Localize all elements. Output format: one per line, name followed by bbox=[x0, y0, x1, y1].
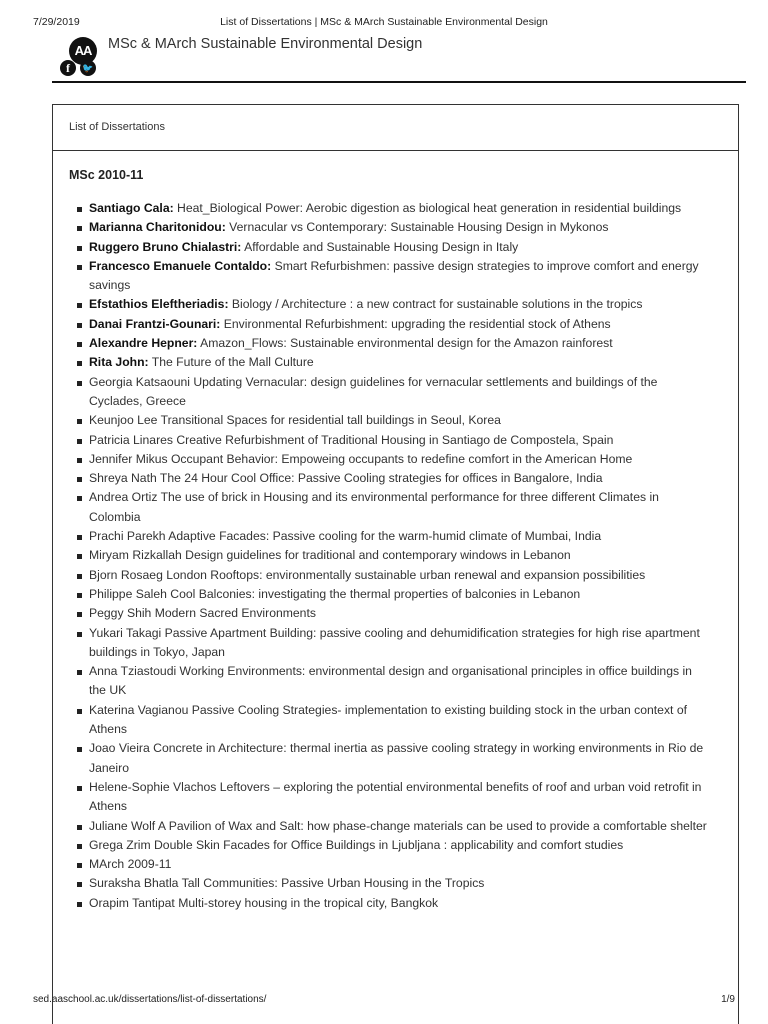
dissertation-item bbox=[89, 199, 708, 218]
dissertation-item bbox=[89, 739, 708, 778]
bullet-icon bbox=[77, 612, 82, 617]
bullet-icon bbox=[77, 419, 82, 424]
dissertation-title: Philippe Saleh Cool Balconies: investigating the thermal properties of balconies in Lebanon bbox=[89, 586, 581, 601]
dissertation-title: Biology / Architecture : a new contract for sustainable solutions in the tropics bbox=[228, 297, 643, 312]
dissertation-title: Prachi Parekh Adaptive Facades: Passive cooling for the warm-humid climate of Mumbai, India bbox=[89, 529, 602, 544]
dissertation-author: Rita John: bbox=[89, 355, 149, 370]
bullet-icon bbox=[77, 825, 82, 830]
bullet-icon bbox=[77, 323, 82, 328]
bullet-icon bbox=[77, 844, 82, 849]
bullet-icon bbox=[77, 265, 82, 270]
dissertation-title: Heat_Biological Power: Aerobic digestion as biological heat generation in residential buildings bbox=[173, 201, 682, 215]
dissertation-item bbox=[89, 488, 708, 527]
bullet-icon bbox=[77, 303, 82, 308]
dissertation-item bbox=[89, 874, 708, 893]
dissertation-author: Francesco Emanuele Contaldo: bbox=[89, 258, 272, 273]
twitter-icon[interactable]: 🐦 bbox=[80, 60, 96, 76]
dissertation-title: Yukari Takagi Passive Apartment Building: passive cooling and dehumidification strategies for high rise apartment buildings in Tokyo, Japan bbox=[89, 625, 700, 659]
dissertation-title: Helene-Sophie Vlachos Leftovers – exploring the potential environmental benefits of roof and urban void retrofit in Athens bbox=[89, 779, 702, 814]
dissertation-title: Smart Refurbishmen: passive design strategies to improve comfort and energy savings bbox=[89, 258, 699, 293]
dissertation-title: Jennifer Mikus Occupant Behavior: Empoweing occupants to redefine comfort in the American Home bbox=[89, 451, 633, 466]
bullet-icon bbox=[77, 439, 82, 444]
dissertation-item bbox=[89, 894, 708, 913]
dissertation-item bbox=[89, 315, 708, 334]
dissertation-item bbox=[89, 855, 708, 874]
dissertation-author: Alexandre Hepner: bbox=[89, 336, 198, 351]
print-footer bbox=[0, 994, 768, 1008]
dissertation-item bbox=[89, 431, 708, 450]
dissertation-item bbox=[89, 585, 708, 604]
dissertation-author: Marianna Charitonidou: bbox=[89, 220, 226, 235]
bullet-icon bbox=[77, 863, 82, 868]
print-header bbox=[0, 16, 768, 32]
bullet-icon bbox=[77, 361, 82, 366]
dissertation-title: Suraksha Bhatla Tall Communities: Passive Urban Housing in the Tropics bbox=[89, 876, 485, 891]
dissertation-title: Juliane Wolf A Pavilion of Wax and Salt: how phase-change materials can be used to provide a comfortable shelter bbox=[89, 818, 707, 833]
bullet-icon bbox=[77, 670, 82, 675]
bullet-icon bbox=[77, 246, 82, 251]
dissertation-item bbox=[89, 334, 708, 353]
bullet-icon bbox=[77, 496, 82, 501]
dissertation-title: Affordable and Sustainable Housing Design in Italy bbox=[241, 239, 519, 254]
bullet-icon bbox=[77, 477, 82, 482]
dissertation-title: Joao Vieira Concrete in Architecture: thermal inertia as passive cooling strategy in working environments in Rio de Janeiro bbox=[89, 741, 704, 775]
bullet-icon bbox=[77, 593, 82, 598]
bullet-icon bbox=[77, 902, 82, 907]
bullet-icon bbox=[77, 226, 82, 231]
content-box bbox=[52, 104, 739, 1024]
site-header bbox=[52, 36, 746, 83]
dissertation-item bbox=[89, 836, 708, 855]
dissertation-title: Katerina Vagianou Passive Cooling Strategies- implementation to existing building stock in the urban context of Athens bbox=[89, 702, 687, 737]
print-url: sed.aaschool.ac.uk/dissertations/list-of-dissertations/ bbox=[33, 994, 267, 1005]
dissertation-item bbox=[89, 604, 708, 623]
dissertation-title: Shreya Nath The 24 Hour Cool Office: Passive Cooling strategies for offices in Bangalore, India bbox=[89, 471, 603, 486]
dissertation-title: Environmental Refurbishment: upgrading the residential stock of Athens bbox=[220, 316, 611, 331]
bullet-icon bbox=[77, 554, 82, 559]
bullet-icon bbox=[77, 632, 82, 637]
dissertation-title: MArch 2009-11 bbox=[89, 857, 172, 872]
bullet-icon bbox=[77, 709, 82, 714]
dissertation-item bbox=[89, 411, 708, 430]
dissertation-item bbox=[89, 701, 708, 740]
dissertation-item bbox=[89, 546, 708, 565]
bullet-icon bbox=[77, 786, 82, 791]
dissertation-item bbox=[89, 527, 708, 546]
section-title: MSc 2010-11 bbox=[69, 168, 144, 182]
dissertation-item bbox=[89, 238, 708, 257]
dissertation-item bbox=[89, 218, 708, 237]
dissertation-title: Bjorn Rosaeg London Rooftops: environmentally sustainable urban renewal and expansion possibilities bbox=[89, 567, 646, 582]
dissertation-author: Ruggero Bruno Chialastri: bbox=[89, 239, 242, 254]
dissertation-item bbox=[89, 778, 708, 817]
dissertation-item bbox=[89, 373, 708, 412]
dissertation-list bbox=[53, 199, 738, 913]
dissertation-title: Peggy Shih Modern Sacred Environments bbox=[89, 606, 316, 621]
dissertation-title: Amazon_Flows: Sustainable environmental design for the Amazon rainforest bbox=[197, 336, 613, 351]
dissertation-author: Danai Frantzi-Gounari: bbox=[89, 316, 221, 331]
dissertation-title: Patricia Linares Creative Refurbishment of Traditional Housing in Santiago de Compostela, Spain bbox=[89, 432, 614, 447]
dissertation-title: Miryam Rizkallah Design guidelines for traditional and contemporary windows in Lebanon bbox=[89, 548, 571, 563]
dissertation-item bbox=[89, 662, 708, 701]
facebook-icon[interactable]: f bbox=[60, 60, 76, 76]
bullet-icon bbox=[77, 574, 82, 579]
site-title[interactable]: MSc & MArch Sustainable Environmental Design bbox=[108, 36, 423, 52]
dissertation-author: Santiago Cala: bbox=[89, 201, 174, 215]
dissertation-item bbox=[89, 624, 708, 663]
print-doc-title: List of Dissertations | MSc & MArch Sustainable Environmental Design bbox=[220, 16, 548, 28]
page-number: 1/9 bbox=[721, 994, 735, 1005]
dissertation-title: Andrea Ortiz The use of brick in Housing and its environmental performance for three different Climates in Colombia bbox=[89, 490, 659, 524]
dissertation-item bbox=[89, 257, 708, 296]
dissertation-title: Georgia Katsaouni Updating Vernacular: design guidelines for vernacular settlements and buildings of the Cyclades, Greece bbox=[89, 374, 658, 408]
dissertation-title: The Future of the Mall Culture bbox=[148, 355, 314, 370]
bullet-icon bbox=[77, 882, 82, 887]
aa-logo[interactable]: AA bbox=[69, 37, 97, 65]
print-date: 7/29/2019 bbox=[33, 16, 80, 28]
dissertation-item bbox=[89, 450, 708, 469]
bullet-icon bbox=[77, 342, 82, 347]
bullet-icon bbox=[77, 747, 82, 752]
dissertation-item bbox=[89, 469, 708, 488]
dissertation-item bbox=[89, 817, 708, 836]
dissertation-item bbox=[89, 295, 708, 314]
bullet-icon bbox=[77, 381, 82, 386]
dissertation-title: Anna Tziastoudi Working Environments: environmental design and organisational principles in office buildings in the UK bbox=[89, 664, 692, 698]
dissertation-item bbox=[89, 353, 708, 372]
dissertation-item bbox=[89, 566, 708, 585]
dissertation-author: Efstathios Eleftheriadis: bbox=[89, 297, 229, 312]
bullet-icon bbox=[77, 535, 82, 540]
dissertation-title: Keunjoo Lee Transitional Spaces for residential tall buildings in Seoul, Korea bbox=[89, 413, 501, 428]
dissertation-title: Grega Zrim Double Skin Facades for Office Buildings in Ljubljana : applicability and comfort studies bbox=[89, 837, 624, 852]
dissertation-title: Vernacular vs Contemporary: Sustainable Housing Design in Mykonos bbox=[225, 220, 609, 235]
bullet-icon bbox=[77, 207, 82, 212]
bullet-icon bbox=[77, 458, 82, 463]
page-title: List of Dissertations bbox=[53, 105, 738, 151]
dissertation-title: Orapim Tantipat Multi-storey housing in the tropical city, Bangkok bbox=[89, 895, 439, 910]
